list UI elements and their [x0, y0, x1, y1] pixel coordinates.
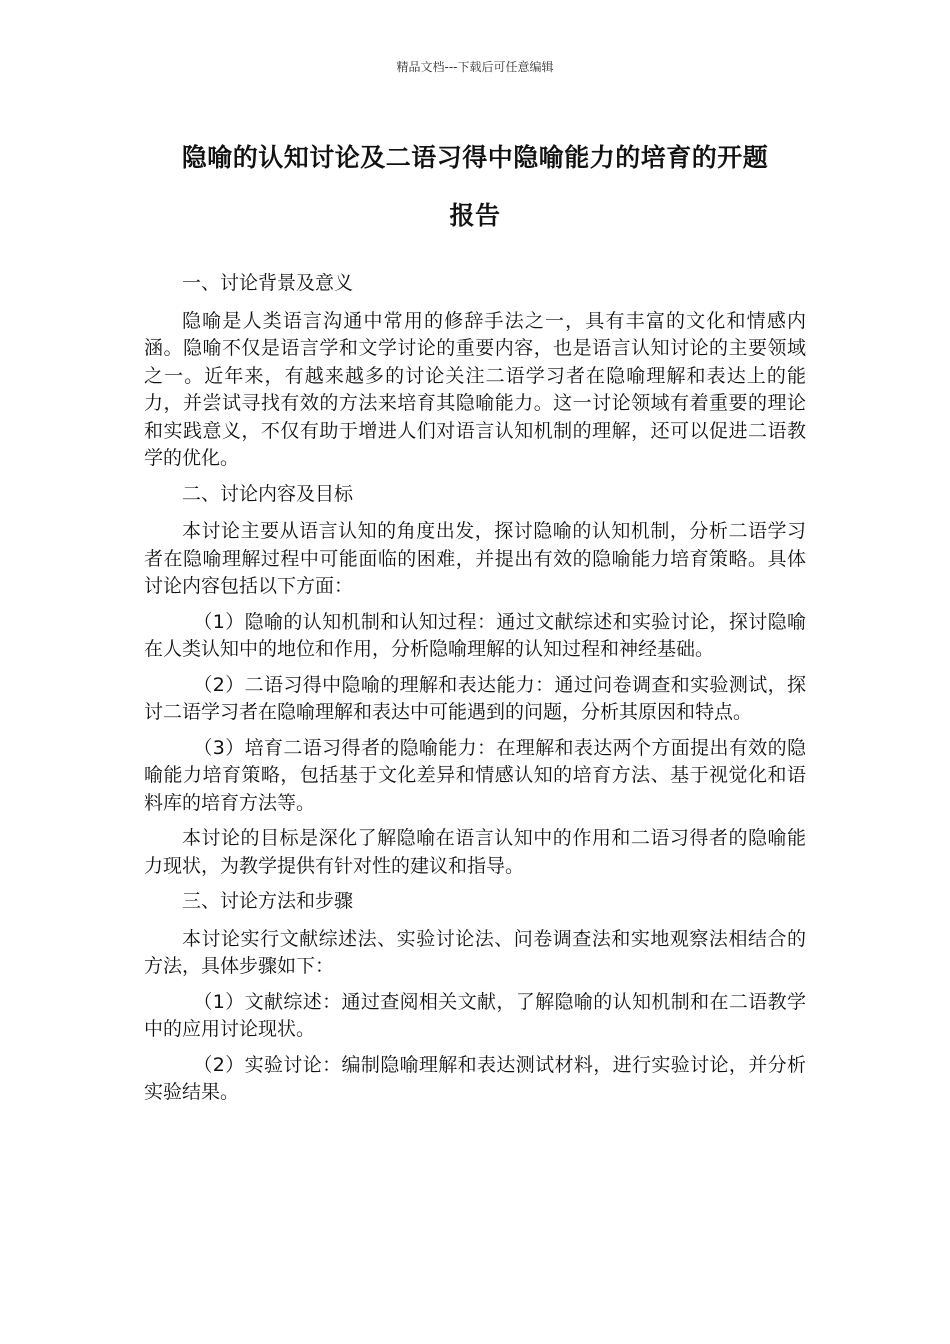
section-3-paragraph: 本讨论实行文献综述法、实验讨论法、问卷调查法和实地观察法相结合的方法，具体步骤如下： — [144, 927, 806, 977]
section-3-item-2: （2）实验讨论：编制隐喻理解和表达测试材料，进行实验讨论，并分析实验结果。 — [144, 1053, 806, 1103]
document-body — [144, 270, 806, 1115]
page-title-line-2: 报告 — [449, 201, 501, 230]
section-2-paragraph-2: 本讨论的目标是深化了解隐喻在语言认知中的作用和二语习得者的隐喻能力现状，为教学提供有针对性的建议和指导。 — [144, 827, 806, 877]
section-2-paragraph-1: 本讨论主要从语言认知的角度出发，探讨隐喻的认知机制，分析二语学习者在隐喻理解过程中可能面临的困难，并提出有效的隐喻能力培育策略。具体讨论内容包括以下方面： — [144, 520, 806, 597]
header-note: 精品文档---下载后可任意编辑 — [396, 60, 554, 74]
section-1-heading: 一、讨论背景及意义 — [182, 272, 354, 294]
section-2-heading: 二、讨论内容及目标 — [182, 482, 354, 505]
page-title-line-1: 隐喻的认知讨论及二语习得中隐喻能力的培育的开题 — [181, 143, 769, 172]
section-2-item-2: （2）二语习得中隐喻的理解和表达能力：通过问卷调查和实验测试，探讨二语学习者在隐喻理解和表达中可能遇到的问题，分析其原因和特点。 — [144, 673, 806, 723]
section-3-heading: 三、讨论方法和步骤 — [182, 890, 354, 912]
section-1-paragraph: 隐喻是人类语言沟通中常用的修辞手法之一，具有丰富的文化和情感内涵。隐喻不仅是语言学和文学讨论的重要内容，也是语言认知讨论的主要领域之一。近年来，有越来越多的讨论关注二语学习者在隐喻理解和表达上的能力，并尝试寻找有效的方法来培育其隐喻能力。这一讨论领域有着重要的理论和实践意义，不仅有助于增进人们对语言认知机制的理解，还可以促进二语教学的优化。 — [144, 309, 806, 469]
section-2-item-1: （1）隐喻的认知机制和认知过程：通过文献综述和实验讨论，探讨隐喻在人类认知中的地位和作用，分析隐喻理解的认知过程和神经基础。 — [144, 610, 806, 660]
section-3-item-1: （1）文献综述：通过查阅相关文献，了解隐喻的认知机制和在二语教学中的应用讨论现状。 — [144, 990, 806, 1040]
section-2-item-3: （3）培育二语习得者的隐喻能力：在理解和表达两个方面提出有效的隐喻能力培育策略，包括基于文化差异和情感认知的培育方法、基于视觉化和语料库的培育方法等。 — [144, 736, 806, 814]
